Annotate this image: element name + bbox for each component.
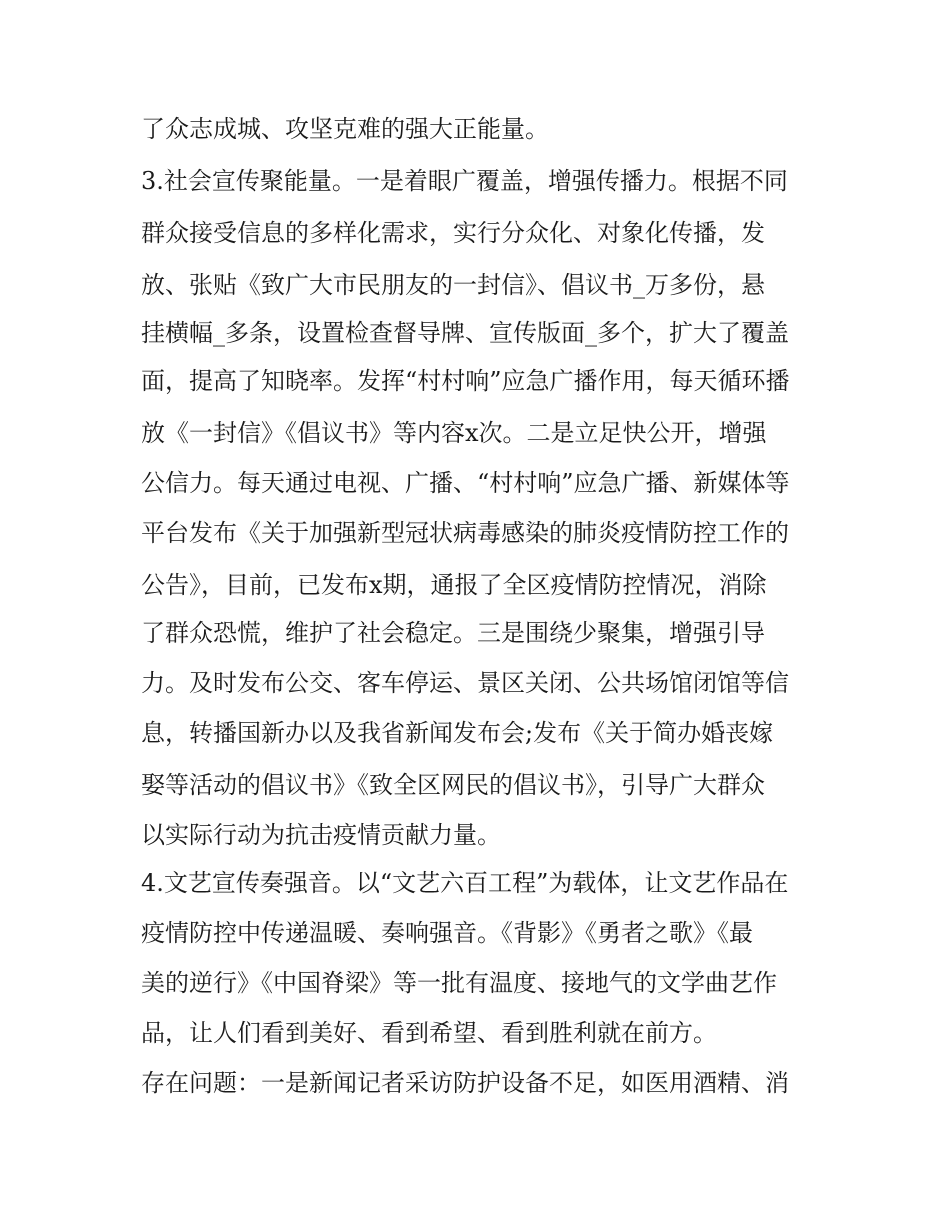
text-line: 公信力。每天通过电视、广播、“村村响”应急广播、新媒体等 [141,469,790,497]
text-line: 品，让人们看到美好、看到希望、看到胜利就在前方。 [141,1019,717,1047]
text-line: 存在问题：一是新闻记者采访防护设备不足，如医用酒精、消 [141,1069,789,1097]
text-line: 3.社会宣传聚能量。一是着眼广覆盖，增强传播力。根据不同 [141,167,788,195]
text-line: 息，转播国新办以及我省新闻发布会;发布《关于简办婚丧嫁 [141,719,774,747]
text-line: 了众志成城、攻坚克难的强大正能量。 [141,115,549,143]
text-line: 4.文艺宣传奏强音。以“文艺六百工程”为载体，让文艺作品在 [141,869,789,897]
text-line: 公告》，目前，已发布x期，通报了全区疫情防控情况，消除 [141,571,767,599]
text-line: 美的逆行》《中国脊梁》等一批有温度、接地气的文学曲艺作 [141,969,777,997]
text-line: 放《一封信》《倡议书》等内容x次。二是立足快公开，增强 [141,419,767,447]
text-line: 了群众恐慌，维护了社会稳定。三是围绕少聚集，增强引导 [141,619,765,647]
text-line: 疫情防控中传递温暖、奏响强音。《背影》《勇者之歌》《最 [141,919,753,947]
text-line: 面，提高了知晓率。发挥“村村响”应急广播作用，每天循环播 [141,367,790,395]
text-line: 娶等活动的倡议书》《致全区网民的倡议书》，引导广大群众 [141,771,765,799]
text-line: 放、张贴《致广大市民朋友的一封信》、倡议书_万多份，悬 [141,271,765,299]
text-line: 以实际行动为抗击疫情贡献力量。 [141,821,501,849]
text-line: 力。及时发布公交、客车停运、景区关闭、公共场馆闭馆等信 [141,669,789,697]
text-line: 平台发布《关于加强新型冠状病毒感染的肺炎疫情防控工作的 [141,519,789,547]
text-line: 挂横幅_多条，设置检查督导牌、宣传版面_多个，扩大了覆盖 [141,319,789,347]
text-line: 群众接受信息的多样化需求，实行分众化、对象化传播，发 [141,219,765,247]
